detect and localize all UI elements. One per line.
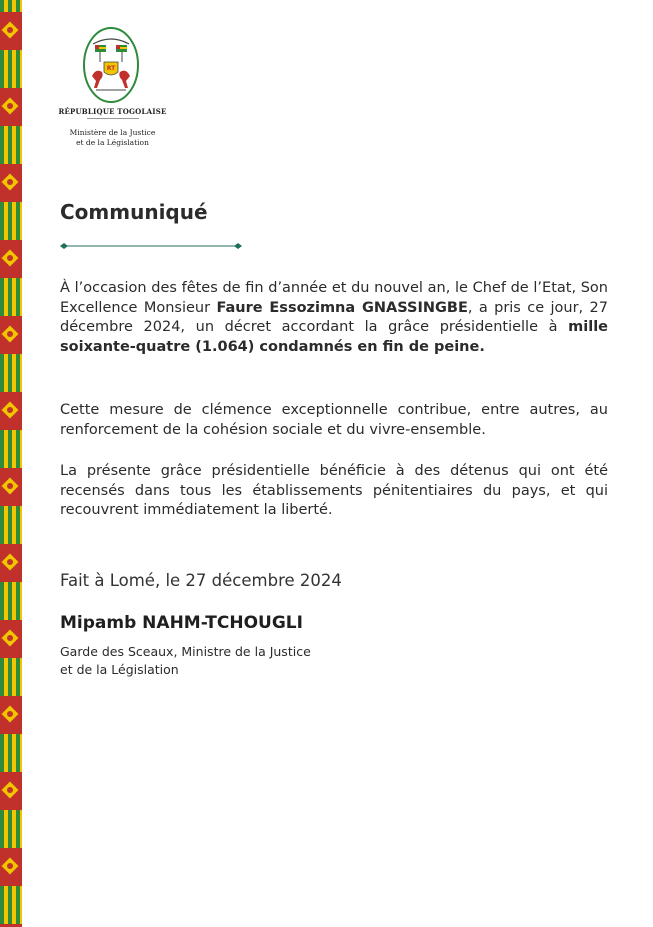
- paragraph-announcement: [60, 279, 608, 357]
- kente-dot: [7, 711, 13, 717]
- kente-dot: [7, 255, 13, 261]
- kente-band: [0, 544, 22, 582]
- signatory-title-line-2: et de la Législation: [60, 662, 179, 677]
- signatory-title: [60, 643, 311, 679]
- kente-band: [0, 88, 22, 126]
- signatory-name: Mipamb NAHM-TCHOUGLI: [60, 613, 303, 633]
- title-underline-rule: [60, 242, 242, 250]
- signatory-title-line-1: Garde des Sceaux, Ministre de la Justice: [60, 644, 311, 659]
- paragraph-text: À l’occasion des fêtes de fin d’année et du nouvel an, le Chef de l’Etat, Son Excellence Monsieur: [60, 280, 608, 316]
- kente-band: [0, 848, 22, 886]
- republic-name: RÉPUBLIQUE TOGOLAISE: [58, 107, 167, 116]
- kente-band: [0, 620, 22, 658]
- kente-band: [0, 164, 22, 202]
- kente-dot: [7, 407, 13, 413]
- place-and-date: Fait à Lomé, le 27 décembre 2024: [60, 571, 342, 590]
- kente-band: [0, 468, 22, 506]
- kente-band: [0, 696, 22, 734]
- header-divider: [87, 118, 139, 119]
- kente-dot: [7, 331, 13, 337]
- paragraph-measure: Cette mesure de clémence exceptionnelle contribue, entre autres, au renforcement de la cohésion sociale et du vivre-ensemble.: [60, 402, 608, 438]
- kente-dot: [7, 103, 13, 109]
- document-title: Communiqué: [60, 200, 208, 224]
- ministry-line-1: Ministère de la Justice: [69, 128, 156, 137]
- paragraph-beneficiaries: La présente grâce présidentielle bénéficie à des détenus qui ont été recensés dans tous les établissements pénitentiaires du pays, et qui recouvrent immédiatement la liberté.: [60, 463, 608, 518]
- kente-dot: [7, 863, 13, 869]
- pardon-count: mille soixante-quatre (1.064) condamnés en fin de peine.: [60, 319, 608, 355]
- president-name: Faure Essozimna GNASSINGBE: [216, 299, 468, 316]
- kente-dot: [7, 179, 13, 185]
- kente-band: [0, 12, 22, 50]
- kente-dot: [7, 559, 13, 565]
- coat-of-arms-icon: [82, 26, 140, 104]
- kente-dot: [7, 483, 13, 489]
- kente-band: [0, 316, 22, 354]
- ministry-name: [50, 128, 175, 148]
- kente-dot: [7, 27, 13, 33]
- kente-band: [0, 240, 22, 278]
- kente-dot: [7, 787, 13, 793]
- emblem-text: RT: [106, 65, 116, 72]
- ministry-line-2: et de la Législation: [76, 138, 149, 147]
- paragraph-text: , a pris ce jour, 27 décembre 2024, un décret accordant la grâce présidentielle à: [60, 299, 608, 335]
- kente-dot: [7, 635, 13, 641]
- kente-border-strip: [0, 0, 22, 927]
- kente-band: [0, 392, 22, 430]
- kente-band: [0, 772, 22, 810]
